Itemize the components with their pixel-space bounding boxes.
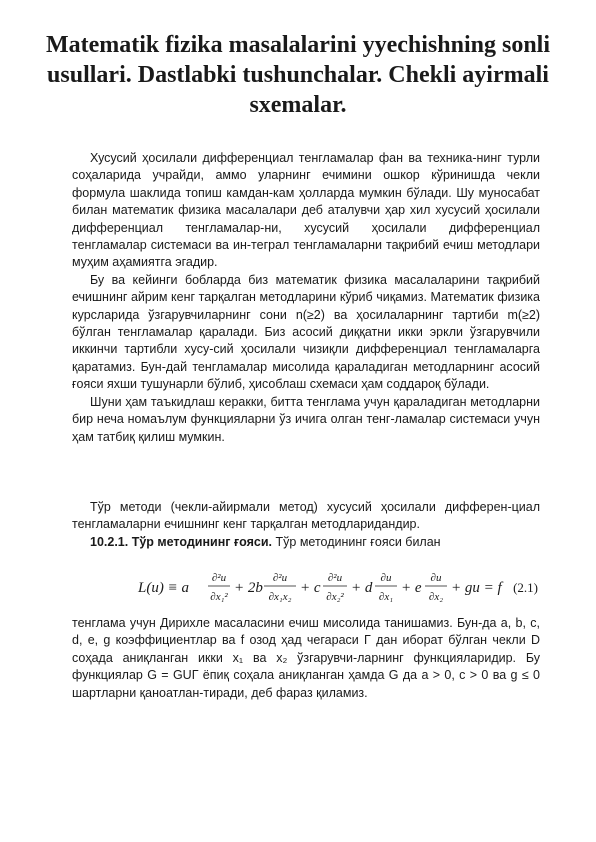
formula-term5-coef: + e — [401, 580, 422, 596]
formula-frac1-num: ∂²u — [211, 572, 227, 584]
formula-term3-coef: + c — [300, 580, 321, 596]
formula-frac3-den: ∂x₂² — [326, 591, 344, 603]
formula-term4-coef: + d — [351, 580, 373, 596]
formula-term2-coef: + 2b — [234, 580, 263, 596]
after-formula-section — [72, 615, 540, 702]
formula-frac4-num: ∂u — [380, 572, 392, 584]
section-lead-text: Тўр методининг ғояси билан — [272, 534, 441, 549]
after-formula-paragraph: тенглама учун Дирихле масаласини ечиш мисолида танишамиз. Бун-да a, b, c, d, e, g коэффициентлар ва f озод ҳад чегараси Г дан иборат бўлган чекли D соҳада аниқланган икки x₁ ва x₂ ўзгарувчи-ларнинг функцияларидир. Бу функциялар G = GUГ ёпиқ соҳала аниқланган ҳамда G да a > 0, c > 0 ва g ≤ 0 шартларни қаноатлан-тиради, деб фараз қиламиз. — [72, 616, 540, 700]
intro-paragraph-1: Хусусий ҳосилали дифференциал тенгламалар фан ва техника-нинг турли соҳаларида учрайди, аммо уларнинг ечимини ошкор кўринишда чекли формула шаклида топиш камдан-кам ҳолларда мумкин бўлади. Шу муносабат билан математик физика масалалари деб аталувчи ҳар хил хусусий ҳосилали дифференциал тенгламалар-ни, хусусий ҳосилали дифференциал тенгламалар системаси ва ин-теграл тенгламаларни тақрибий ечиш методлари муҳим аҳамиятга эгадир. — [72, 151, 540, 270]
grid-method-intro: Тўр методи (чекли-айирмали метод) хусусий ҳосилали дифферен-циал тенгламаларни ечишнинг кенг тарқалган методларидандир. — [72, 500, 540, 532]
grid-method-section — [72, 499, 540, 551]
page-title: Matematik fizika masalalarini yyechishning sonli usullari. Dastlabki tushunchalar. Chekli ayirmali sxemalar. — [45, 32, 551, 118]
intro-section — [72, 150, 540, 446]
formula-frac5-num: ∂u — [430, 572, 442, 584]
equation-number: (2.1) — [513, 580, 538, 595]
intro-paragraph-2: Бу ва кейинги бобларда биз математик физика масалаларини тақрибий ечишнинг айрим кенг тарқалган методларини кўриб чиқамиз. Математик физика курсларида ўзгарувчиларнинг сони n(≥2) ва ҳосилаларнинг тартиби m(≥2) бўлган тенгламалар қаралади. Биз асосий диққатни икки эркли ўзгарувчили иккинчи тартибли хусу-сий ҳосилали чизиқли дифференциал тенгламаларга қаратамиз. Бун-дай тенгламалар мисолида қараладиган методларнинг асосий ғояси яхши тушунарли бўлиб, ҳисоблаш схемаси ҳам соддароқ бўлади. — [72, 272, 540, 392]
intro-paragraph-3: Шуни ҳам таъкидлаш керакки, битта тенглама учун қараладиган методларни бир неча номаълум функцияларни ўз ичига олган тенг-ламалар системаси учун ҳам татбиқ қилиш мумкин. — [72, 394, 540, 444]
formula-lhs: L(u) ≡ a — [138, 580, 189, 596]
formula-term6: + gu = f — [451, 580, 502, 596]
formula-frac2-num: ∂²u — [272, 572, 288, 584]
equation-2-1 — [72, 562, 540, 612]
formula-frac4-den: ∂x₁ — [378, 591, 394, 603]
formula-frac2-den: ∂x₁x₂ — [268, 591, 292, 603]
section-heading-paragraph — [72, 534, 540, 551]
section-heading: 10.2.1. Тўр методининг ғояси. — [90, 534, 273, 549]
formula-frac1-den: ∂x₁² — [210, 591, 228, 603]
formula-frac5-den: ∂x₂ — [428, 591, 444, 603]
formula-frac3-num: ∂²u — [327, 572, 343, 584]
